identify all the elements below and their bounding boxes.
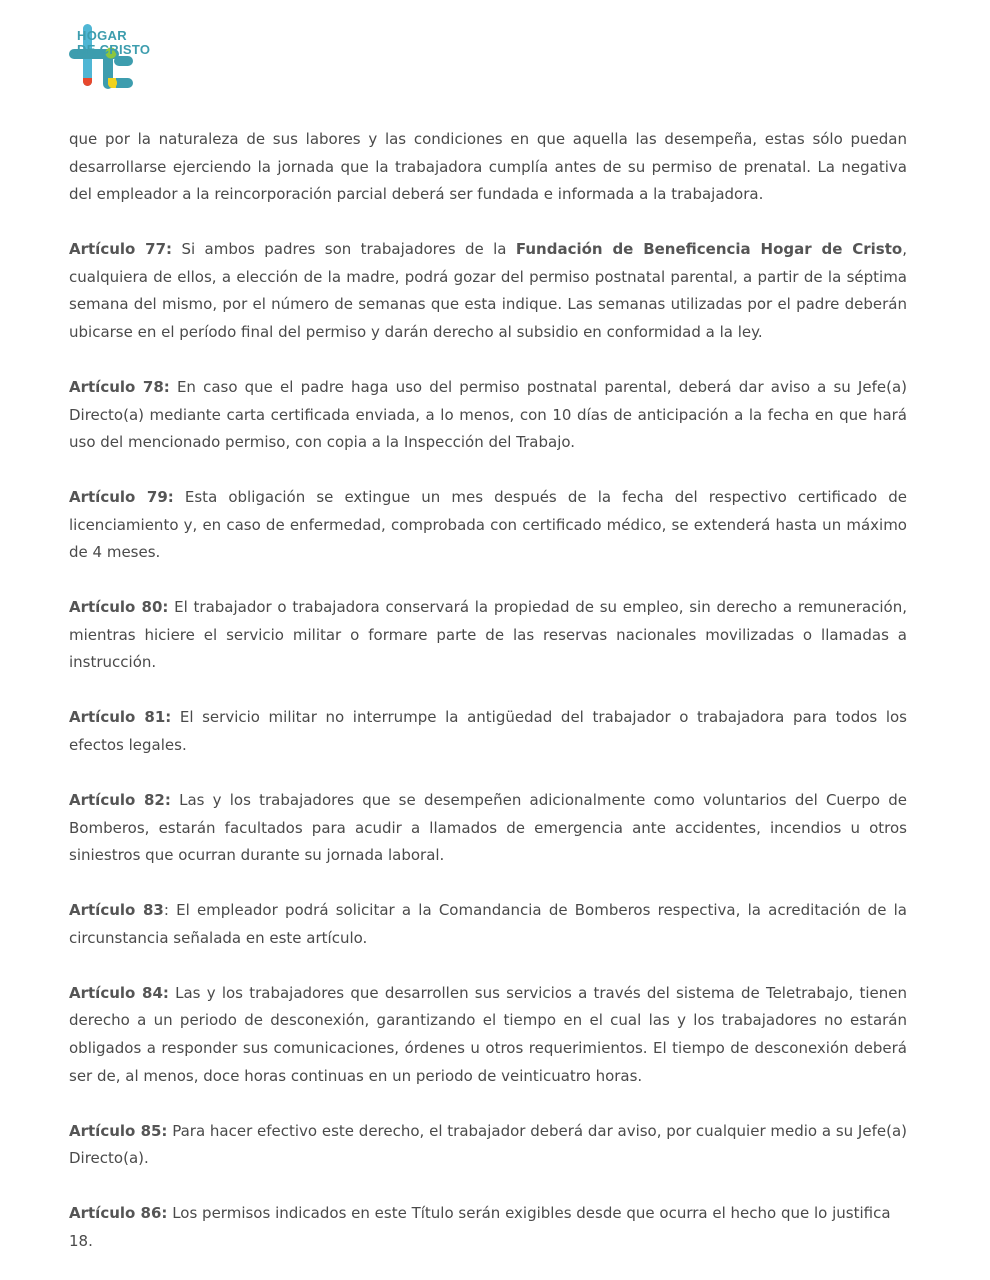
paragraph-text: que por la naturaleza de sus labores y las condiciones en que aquella las desempeña, estas sólo puedan desarrollarse ejerciendo la jornada que la trabajadora cumplía antes de su permiso de prenatal. La negativa del empleador a la reincorporación parcial deberá ser fundada e informada a la trabajadora. <box>69 130 907 204</box>
article-77 <box>69 236 907 346</box>
article-text: El trabajador o trabajadora conservará la propiedad de su empleo, sin derecho a remuneración, mientras hiciere el servicio militar o formare parte de las reservas nacionales movilizadas o llamadas a instrucción. <box>69 598 908 672</box>
article-label: Artículo 85: <box>69 1121 168 1140</box>
article-text: , cualquiera de ellos, a elección de la madre, podrá gozar del permiso postnatal parental, a partir de la séptima semana del mismo, por el número de semanas que esta indique. Las semanas utilizadas por el padre deberán ubicarse en el período final del permiso y darán derecho al subsidio en conformidad a la ley. <box>69 240 907 341</box>
article-text: En caso que el padre haga uso del permiso postnatal parental, deberá dar aviso a su Jefe(a) Directo(a) mediante carta certificada enviada, a lo menos, con 10 días de anticipación a la fecha en que hará uso del mencionado permiso, con copia a la Inspección del Trabajo. <box>69 377 907 452</box>
article-text: Los permisos indicados en este Título serán exigibles desde que ocurra el hecho que lo justifica <box>167 1204 891 1223</box>
logo-wordmark <box>77 29 150 57</box>
article-text: : El empleador podrá solicitar a la Comandancia de Bomberos respectiva, la acreditación de la circunstancia señalada en este artículo. <box>69 901 907 947</box>
article-81 <box>69 704 907 759</box>
logo-line1: HOGAR <box>77 28 127 43</box>
article-label: Artículo 78: <box>69 377 170 396</box>
article-text: Las y los trabajadores que desarrollen sus servicios a través del sistema de Teletrabajo, tienen derecho a un periodo de desconexión, garantizando el tiempo en el cual las y los trabajadores no estarán obligados a responder sus comunicaciones, órdenes u otros requerimientos. El tiempo de desconexión deberá ser de, al menos, doce horas continuas en un periodo de veinticuatro horas. <box>69 983 908 1085</box>
article-85 <box>69 1118 907 1173</box>
paragraph-continuation <box>69 126 907 209</box>
document-body <box>69 126 907 1255</box>
foundation-name: Fundación de Beneficencia Hogar de Cristo <box>515 240 903 259</box>
article-79 <box>69 484 907 567</box>
article-84 <box>69 980 907 1090</box>
article-label: Artículo 79: <box>69 488 174 507</box>
article-82 <box>69 787 907 870</box>
logo-line2: DE CRISTO <box>77 42 151 57</box>
article-label: Artículo 84: <box>69 983 169 1002</box>
article-text: El servicio militar no interrumpe la antigüedad del trabajador o trabajadora para todos los efectos legales. <box>69 708 907 755</box>
article-label: Artículo 77: <box>69 240 173 259</box>
article-label: Artículo 81: <box>69 708 172 727</box>
article-text: Si ambos padres son trabajadores de la <box>172 240 516 259</box>
article-86 <box>69 1200 907 1228</box>
article-label: Artículo 86: <box>69 1204 168 1223</box>
article-label: Artículo 82: <box>69 791 171 810</box>
article-text: Esta obligación se extingue un mes después de la fecha del respectivo certificado de licenciamiento y, en caso de enfermedad, comprobada con certificado médico, se extenderá hasta un máximo de 4 meses. <box>69 488 907 562</box>
article-78 <box>69 374 907 457</box>
article-text: Las y los trabajadores que se desempeñen adicionalmente como voluntarios del Cuerpo de Bomberos, estarán facultados para acudir a llamados de emergencia ante accidentes, incendios u otros siniestros que ocurran durante su jornada laboral. <box>69 791 907 865</box>
article-text: Para hacer efectivo este derecho, el trabajador deberá dar aviso, por cualquier medio a su Jefe(a) Directo(a). <box>69 1121 907 1168</box>
article-label: Artículo 83 <box>69 901 164 920</box>
article-80 <box>69 594 907 677</box>
page-number: 18. <box>69 1232 93 1250</box>
article-label: Artículo 80: <box>69 598 169 617</box>
article-83 <box>69 897 907 952</box>
